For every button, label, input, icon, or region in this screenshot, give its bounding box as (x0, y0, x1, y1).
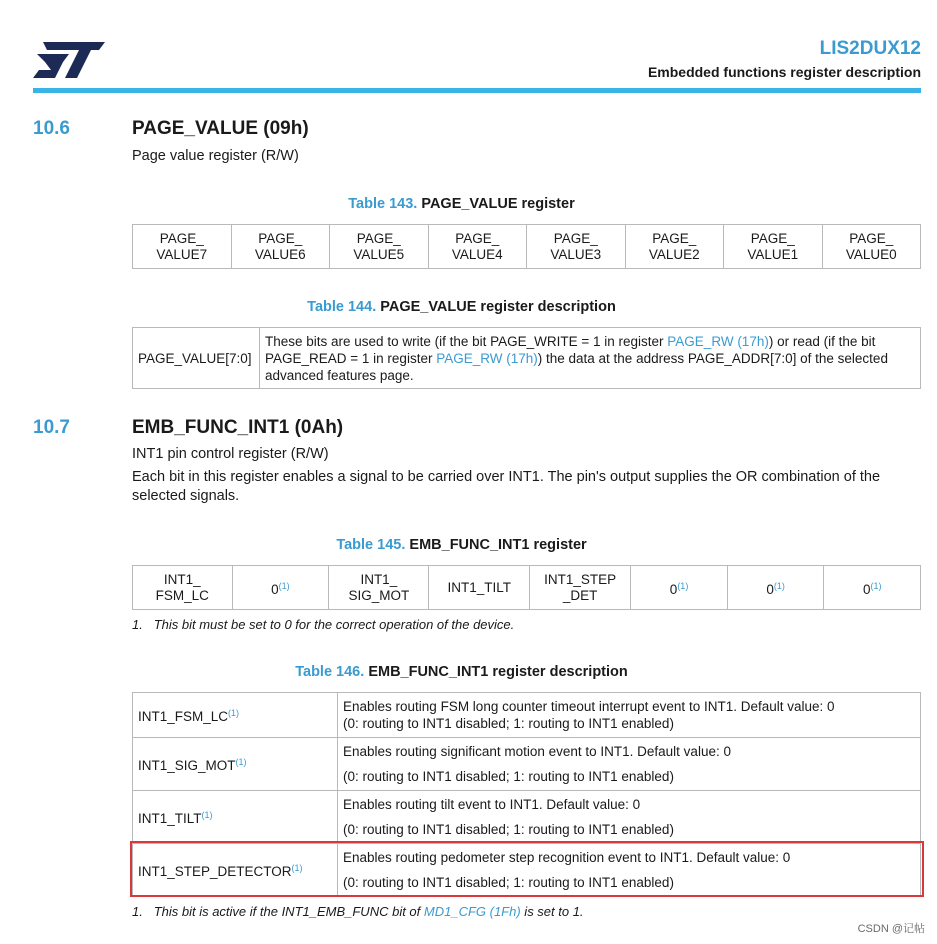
table-caption: Table 146. EMB_FUNC_INT1 register description (295, 664, 628, 680)
bit-cell: PAGE_ VALUE3 (527, 225, 626, 269)
st-logo (33, 40, 105, 80)
table-caption: Table 145. EMB_FUNC_INT1 register (336, 537, 587, 553)
bit-cell: 0$^{(1)}$ (232, 566, 329, 610)
highlight-box (130, 841, 924, 897)
field-name: PAGE_VALUE[7:0] (133, 328, 260, 389)
section-title: PAGE_VALUE (09h) (132, 118, 309, 139)
table-row (133, 738, 921, 791)
doc-title: LIS2DUX12 (819, 38, 921, 59)
field-description: These bits are used to write (if the bit PAGE_WRITE = 1 in register PAGE_RW (17h)) or read (if the bit PAGE_READ = 1 in register PAGE_RW (17h)) the data at the address PAGE_ADDR[7:0] of the selected advanced features page. (260, 328, 921, 389)
bit-cell: PAGE_ VALUE2 (625, 225, 724, 269)
page-value-register-table (132, 224, 921, 269)
bit-cell: INT1_TILT (429, 566, 530, 610)
bit-cell: PAGE_ VALUE7 (133, 225, 232, 269)
field-name: INT1_FSM_LC$^{(1)}$ (133, 693, 338, 738)
bit-cell: 0$^{(1)}$ (727, 566, 824, 610)
bit-cell: PAGE_ VALUE4 (428, 225, 527, 269)
doc-subtitle: Embedded functions register description (647, 64, 921, 80)
emb-func-int1-register-table (132, 565, 921, 610)
watermark: CSDN @记帖 (857, 923, 925, 935)
bit-cell: INT1_ FSM_LC (133, 566, 233, 610)
bit-cell: 0$^{(1)}$ (631, 566, 728, 610)
register-link[interactable]: MD1_CFG (1Fh) (423, 904, 521, 919)
table-caption: Table 143. PAGE_VALUE register (348, 196, 575, 212)
footnote: 1. This bit is active if the INT1_EMB_FUNC bit of MD1_CFG (1Fh) is set to 1. (132, 904, 584, 919)
page-value-description-table (132, 327, 921, 389)
field-name: INT1_STEP_DETECTOR$^{(1)}$ (133, 844, 338, 897)
table-row (133, 693, 921, 738)
field-description: Enables routing tilt event to INT1. Default value: 0 (0: routing to INT1 disabled; 1: routing to INT1 enabled) (338, 791, 921, 844)
bit-cell: INT1_STEP _DET (530, 566, 631, 610)
section-subtitle: Page value register (R/W) (132, 148, 299, 164)
table-caption: Table 144. PAGE_VALUE register description (307, 299, 616, 315)
field-description: Enables routing significant motion event to INT1. Default value: 0 (0: routing to INT1 disabled; 1: routing to INT1 enabled) (338, 738, 921, 791)
bit-cell: PAGE_ VALUE0 (822, 225, 921, 269)
footnote: 1. This bit must be set to 0 for the correct operation of the device. (132, 617, 515, 632)
bit-cell: PAGE_ VALUE5 (330, 225, 429, 269)
bit-cell: PAGE_ VALUE6 (231, 225, 330, 269)
register-link[interactable]: PAGE_RW (17h) (436, 350, 538, 366)
bit-cell: PAGE_ VALUE1 (724, 225, 823, 269)
section-subtitle: INT1 pin control register (R/W) (132, 446, 329, 462)
field-description: Enables routing pedometer step recognition event to INT1. Default value: 0 (0: routing to INT1 disabled; 1: routing to INT1 enabled) (338, 844, 921, 897)
field-description: Enables routing FSM long counter timeout interrupt event to INT1. Default value: 0 (0: routing to INT1 disabled; 1: routing to INT1 enabled) (338, 693, 921, 738)
section-body: Each bit in this register enables a signal to be carried over INT1. The pin's output supplies the OR combination of the selected signals. (132, 469, 881, 504)
section-number: 10.6 (33, 118, 70, 139)
bit-cell: 0$^{(1)}$ (824, 566, 921, 610)
header-rule (33, 88, 921, 93)
field-name: INT1_TILT$^{(1)}$ (133, 791, 338, 844)
register-link[interactable]: PAGE_RW (17h) (667, 333, 769, 349)
bit-cell: INT1_ SIG_MOT (329, 566, 429, 610)
table-row (133, 791, 921, 844)
field-name: INT1_SIG_MOT$^{(1)}$ (133, 738, 338, 791)
section-number: 10.7 (33, 417, 70, 438)
section-title: EMB_FUNC_INT1 (0Ah) (132, 417, 344, 438)
